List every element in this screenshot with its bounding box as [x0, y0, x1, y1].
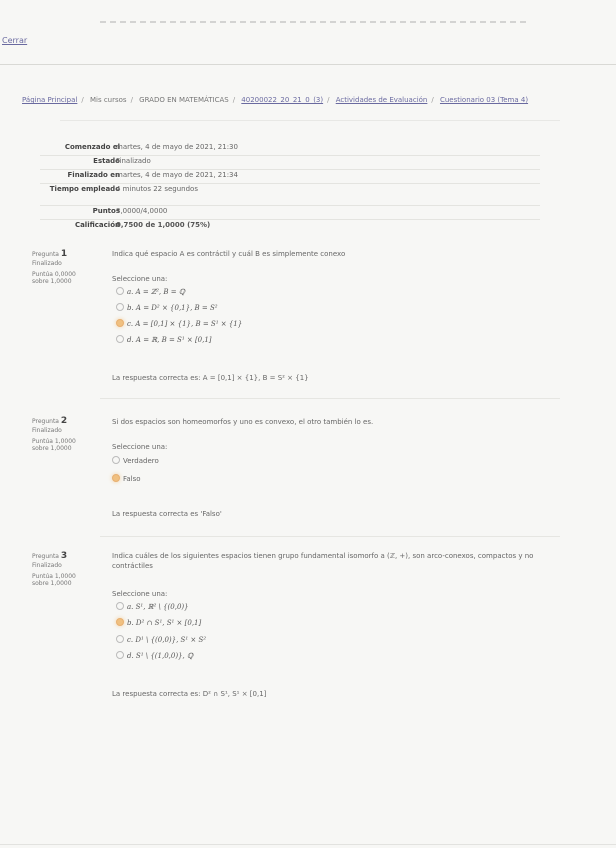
radio-icon[interactable]	[116, 602, 124, 610]
question-state: Finalizado	[32, 260, 62, 268]
summary-value-points: 3,0000/4,0000	[116, 207, 168, 215]
option-3b[interactable]: b. D² ∩ S¹, S¹ × [0,1]	[116, 618, 201, 627]
select-label-1: Seleccione una:	[112, 275, 168, 283]
option-3d[interactable]: d. S¹ \ {(1,0,0)}, ℚ	[116, 651, 193, 660]
summary-label-grade: Calificación	[74, 221, 120, 229]
question-state: Finalizado	[32, 562, 62, 570]
summary-label-started: Comenzado el	[64, 143, 120, 151]
option-1c[interactable]: c. A = [0,1] × {1}, B = S¹ × {1}	[116, 319, 242, 328]
breadcrumb-activities[interactable]: Actividades de Evaluación	[335, 96, 428, 104]
summary-label-state: Estado	[93, 157, 120, 165]
question-info-1	[32, 249, 94, 286]
radio-icon[interactable]	[116, 635, 124, 643]
question-label: Pregunta	[32, 553, 59, 560]
option-1b[interactable]: b. A = D² × {0,1}, B = S²	[116, 303, 218, 312]
question-state: Finalizado	[32, 427, 62, 435]
radio-icon[interactable]	[116, 335, 124, 343]
summary-value-time: 4 minutos 22 segundos	[116, 185, 198, 193]
select-label-2: Seleccione una:	[112, 443, 168, 451]
top-bar	[0, 18, 616, 32]
breadcrumb-my-courses[interactable]: Mis cursos	[89, 96, 127, 104]
option-3a[interactable]: a. S¹, ℝ² \ {(0,0)}	[116, 602, 189, 611]
question-score: Puntúa 1,0000 sobre 1,0000	[32, 437, 76, 453]
option-3c[interactable]: c. D¹ \ {(0,0)}, S¹ × S²	[116, 635, 206, 644]
question-info-2	[32, 416, 94, 453]
breadcrumb-home[interactable]: Página Principal	[22, 96, 78, 104]
summary-value-grade: 0,7500 de 1,0000 (75%)	[116, 221, 211, 229]
question-number: 1	[60, 249, 68, 259]
radio-selected-icon[interactable]	[116, 319, 124, 327]
summary-label-time: Tiempo empleado	[49, 185, 120, 193]
correct-answer-2: La respuesta correcta es 'Falso'	[112, 510, 222, 518]
radio-selected-icon[interactable]	[112, 474, 120, 482]
question-info-3	[32, 551, 94, 588]
close-link[interactable]: Cerrar	[2, 36, 28, 45]
correct-answer-3: La respuesta correcta es: D² ∩ S¹, S¹ × [0,1]	[112, 690, 267, 698]
question-score: Puntúa 0,0000 sobre 1,0000	[32, 270, 76, 286]
breadcrumb-quiz[interactable]: Cuestionario 03 (Tema 4)	[439, 96, 529, 104]
question-text-2: Si dos espacios son homeomorfos y uno es convexo, el otro también lo es.	[112, 418, 374, 426]
question-number: 3	[60, 551, 68, 561]
option-1a[interactable]: a. A = ℤ², B = ℚ	[116, 287, 185, 296]
option-false[interactable]: Falso	[112, 474, 141, 483]
breadcrumb-degree[interactable]: GRADO EN MATEMÁTICAS	[139, 96, 229, 104]
top-bar-text-faded	[100, 21, 530, 23]
question-text-3: Indica cuáles de los siguientes espacios tienen grupo fundamental isomorfo a (ℤ, +), son arco-conexos, compactos y no contráctiles	[112, 552, 534, 571]
summary-label-points: Puntos	[92, 207, 120, 215]
breadcrumb-course-code[interactable]: 40200022_20_21_0_(3)	[241, 96, 324, 104]
question-text-1: Indica qué espacio A es contráctil y cuál B es simplemente conexo	[112, 250, 346, 258]
option-1d[interactable]: d. A = ℝ, B = S¹ × [0,1]	[116, 335, 212, 344]
breadcrumb: Página Principal / Mis cursos / GRADO EN MATEMÁTICAS / 40200022_20_21_0_(3) / Actividades de Evaluación / Cuestionario 03 (Tema 4)	[22, 96, 529, 104]
question-label: Pregunta	[32, 418, 59, 425]
radio-icon[interactable]	[116, 303, 124, 311]
option-true[interactable]: Verdadero	[112, 456, 159, 465]
question-label: Pregunta	[32, 251, 59, 258]
radio-icon[interactable]	[112, 456, 120, 464]
summary-value-state: Finalizado	[116, 157, 151, 165]
radio-icon[interactable]	[116, 287, 124, 295]
radio-icon[interactable]	[116, 651, 124, 659]
question-number: 2	[60, 416, 68, 426]
select-label-3: Seleccione una:	[112, 590, 168, 598]
radio-selected-icon[interactable]	[116, 618, 124, 626]
summary-value-started: martes, 4 de mayo de 2021, 21:30	[116, 143, 238, 151]
summary-label-finished: Finalizado en	[67, 171, 120, 179]
correct-answer-1: La respuesta correcta es: A = [0,1] × {1}, B = S² × {1}	[112, 374, 309, 382]
question-score: Puntúa 1,0000 sobre 1,0000	[32, 572, 76, 588]
summary-value-finished: martes, 4 de mayo de 2021, 21:34	[116, 171, 238, 179]
